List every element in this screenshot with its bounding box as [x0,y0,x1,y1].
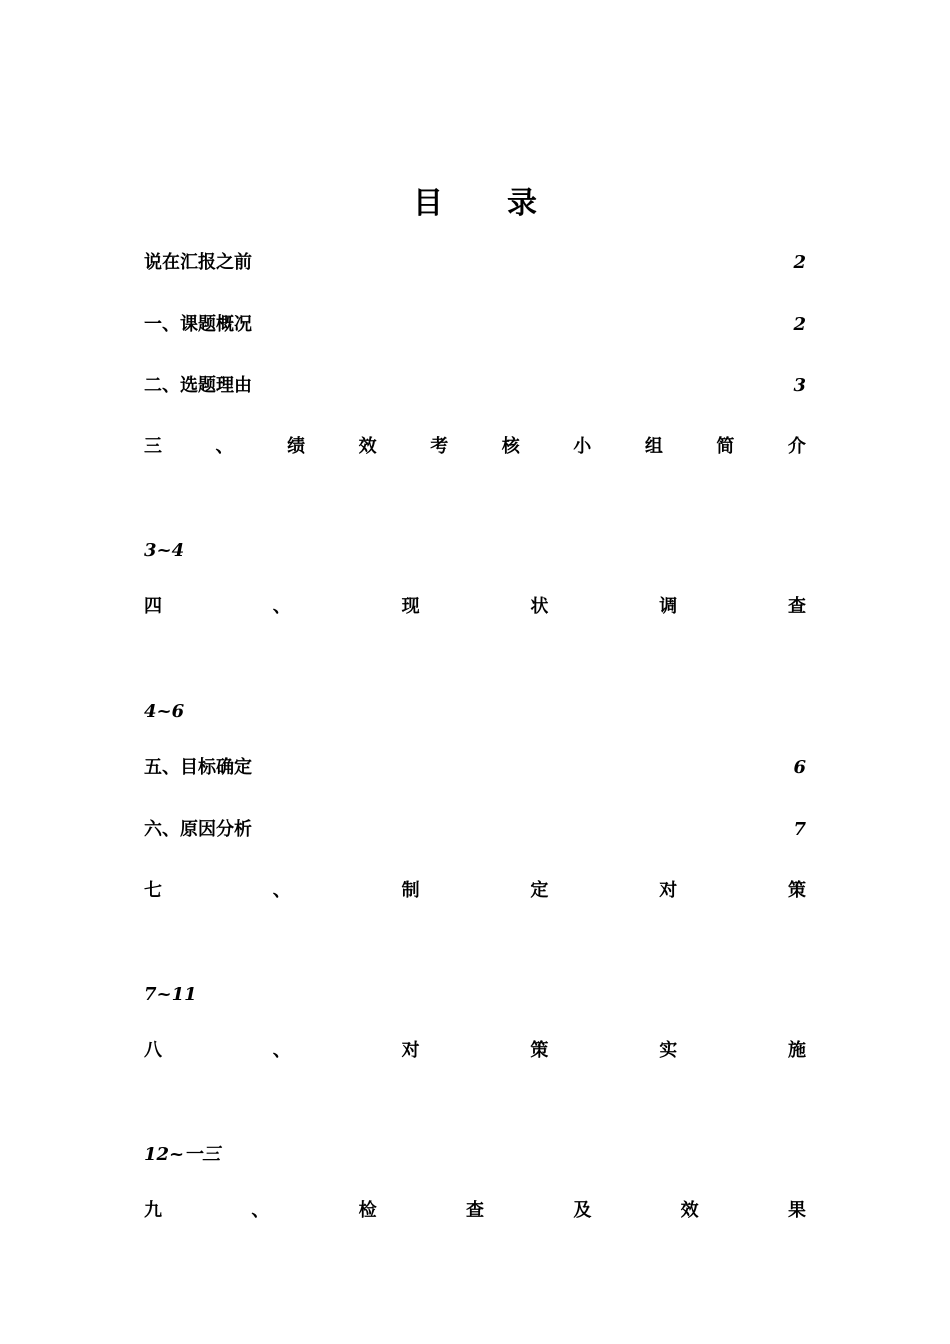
toc-char: 制 [401,880,420,901]
toc-char: 八 [144,1040,162,1061]
toc-entry-page: 3~4 [144,540,185,561]
toc-char: 、 [215,436,234,457]
toc-char: 对 [401,1040,420,1061]
toc-char: 及 [573,1200,592,1221]
toc-entry-page: 2 [793,252,806,273]
toc-char: 效 [358,436,377,457]
toc-char: 实 [659,1040,678,1061]
toc-entry-label: 一、课题概况 [144,314,252,335]
toc-char: 组 [644,436,663,457]
toc-char: 小 [573,436,592,457]
toc-char: 施 [787,1040,806,1061]
toc-char: 现 [401,596,420,617]
toc-entry[interactable] [144,248,806,278]
toc-entry-label [144,592,806,622]
toc-char: 七 [144,880,162,901]
toc-char: 效 [680,1200,699,1221]
toc-entry-label [144,876,806,906]
toc-char: 调 [659,596,678,617]
toc-char: 考 [430,436,449,457]
toc-entry[interactable] [144,592,806,622]
toc-entry-page: 3 [793,375,806,396]
toc-entry-page: 12~一三 [144,1144,221,1165]
toc-entry[interactable] [144,753,806,783]
toc-entry-label [144,1196,806,1226]
toc-char: 核 [501,436,520,457]
toc-entry[interactable] [144,815,806,845]
toc-char: 四 [144,596,162,617]
toc-entry[interactable] [144,310,806,340]
toc-char: 状 [530,596,549,617]
toc-char: 、 [272,1040,291,1061]
toc-char: 三 [144,436,162,457]
toc-entry-label [144,432,806,462]
toc-char: 策 [787,880,806,901]
toc-title-char: 目 [413,186,443,221]
toc-title-char: 录 [507,186,537,221]
toc-entry[interactable] [144,876,806,906]
toc-char: 对 [659,880,678,901]
toc-entry[interactable] [144,1036,806,1066]
toc-title [0,178,950,222]
toc-entry-page: 6 [793,757,806,778]
toc-entry-page: 2 [793,314,806,335]
toc-entry[interactable] [144,432,806,462]
toc-entry-label: 六、原因分析 [144,819,252,840]
toc-char: 简 [716,436,735,457]
toc-char: 定 [530,880,549,901]
toc-char: 、 [272,596,291,617]
toc-char: 检 [358,1200,377,1221]
toc-entry-page: 7 [793,819,806,840]
toc-entry-page: 7~11 [144,984,197,1005]
toc-entry-page: 4~6 [144,701,185,722]
toc-char: 、 [272,880,291,901]
toc-char: 果 [787,1200,806,1221]
toc-entry-label: 五、目标确定 [144,757,252,778]
toc-entry[interactable] [144,371,806,401]
toc-entry-label: 二、选题理由 [144,375,252,396]
toc-entry-label: 说在汇报之前 [144,252,252,273]
toc-entry[interactable] [144,1196,806,1226]
toc-entry-label [144,1036,806,1066]
toc-char: 九 [144,1200,162,1221]
toc-char: 查 [787,596,806,617]
toc-char: 策 [530,1040,549,1061]
toc-char: 、 [251,1200,270,1221]
toc-char: 查 [465,1200,484,1221]
toc-char: 绩 [287,436,306,457]
toc-char: 介 [787,436,806,457]
